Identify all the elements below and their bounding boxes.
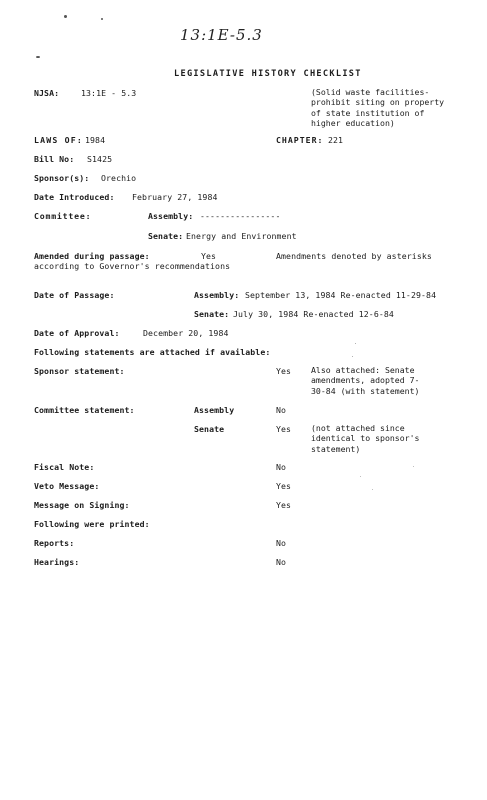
committee-statement-senate-label: Senate bbox=[194, 424, 225, 434]
fiscal-note-value: No bbox=[276, 462, 287, 472]
note-line: identical to sponsor's bbox=[311, 433, 420, 444]
reports-value: No bbox=[276, 538, 287, 548]
amended-value: Yes bbox=[201, 251, 217, 261]
amended-label: Amended during passage: bbox=[34, 251, 150, 261]
sponsors-value: Orechio bbox=[101, 173, 137, 183]
njsa-label: NJSA: bbox=[34, 88, 60, 98]
hearings-value: No bbox=[276, 557, 287, 567]
scan-speck bbox=[355, 343, 356, 344]
reports-label: Reports: bbox=[34, 538, 75, 548]
note-line: statement) bbox=[311, 443, 361, 454]
chapter-value: 221 bbox=[328, 135, 344, 145]
committee-senate-value: Energy and Environment bbox=[186, 231, 297, 241]
committee-label: Committee: bbox=[34, 211, 92, 221]
note-line: amendments, adopted 7- bbox=[311, 375, 420, 386]
sponsor-statement-value: Yes bbox=[276, 366, 292, 376]
scan-speck bbox=[413, 466, 414, 467]
sponsor-statement-label: Sponsor statement: bbox=[34, 366, 125, 376]
document-title: LEGISLATIVE HISTORY CHECKLIST bbox=[174, 69, 362, 79]
passage-senate-value: July 30, 1984 Re-enacted 12-6-84 bbox=[233, 309, 394, 319]
committee-statement-note bbox=[311, 423, 419, 454]
bill-no-label: Bill No: bbox=[34, 154, 75, 164]
scan-speck bbox=[360, 476, 361, 477]
description-line: of state institution of bbox=[311, 107, 425, 118]
laws-of-value: 1984 bbox=[85, 135, 106, 145]
following-printed-heading: Following were printed: bbox=[34, 519, 150, 529]
veto-message-label: Veto Message: bbox=[34, 481, 100, 491]
veto-message-value: Yes bbox=[276, 481, 292, 491]
committee-statement-label: Committee statement: bbox=[34, 405, 135, 415]
hearings-label: Hearings: bbox=[34, 557, 80, 567]
date-of-approval-label: Date of Approval: bbox=[34, 328, 120, 338]
following-attached-heading: Following statements are attached if available: bbox=[34, 347, 271, 357]
njsa-value: 13:1E - 5.3 bbox=[81, 88, 137, 98]
note-line: (not attached since bbox=[311, 423, 405, 433]
date-of-approval-value: December 20, 1984 bbox=[143, 328, 229, 338]
message-on-signing-label: Message on Signing: bbox=[34, 500, 130, 510]
note-line: 30-84 (with statement) bbox=[311, 385, 420, 396]
bill-no-value: S1425 bbox=[87, 154, 113, 164]
committee-statement-assembly-label: Assembly bbox=[194, 405, 235, 415]
note-line: Also attached: Senate bbox=[311, 365, 415, 375]
chapter-label: CHAPTER: bbox=[276, 135, 324, 145]
committee-senate-label: Senate: bbox=[148, 231, 184, 241]
passage-senate-label: Senate: bbox=[194, 309, 230, 319]
committee-assembly-value: ---------------- bbox=[200, 211, 281, 221]
passage-assembly-value: September 13, 1984 Re-enacted 11-29-84 bbox=[245, 290, 437, 300]
scan-speck bbox=[64, 15, 67, 18]
bill-description bbox=[311, 87, 444, 128]
scan-speck bbox=[352, 356, 353, 357]
committee-statement-assembly-value: No bbox=[276, 405, 287, 415]
description-line: prohibit siting on property bbox=[311, 97, 445, 108]
date-introduced-value: February 27, 1984 bbox=[132, 192, 218, 202]
committee-assembly-label: Assembly: bbox=[148, 211, 194, 221]
amended-note-continued: according to Governor's recommendations bbox=[34, 261, 231, 271]
sponsors-label: Sponsor(s): bbox=[34, 173, 90, 183]
scan-speck bbox=[101, 18, 103, 20]
handwritten-reference: 13:1E-5.3 bbox=[180, 26, 263, 44]
message-on-signing-value: Yes bbox=[276, 500, 292, 510]
committee-statement-senate-value: Yes bbox=[276, 424, 292, 434]
scan-speck bbox=[36, 56, 40, 58]
scan-speck bbox=[372, 489, 373, 490]
description-line: (Solid waste facilities- bbox=[311, 87, 430, 97]
passage-assembly-label: Assembly: bbox=[194, 290, 240, 300]
fiscal-note-label: Fiscal Note: bbox=[34, 462, 95, 472]
description-line: higher education) bbox=[311, 117, 395, 128]
date-of-passage-label: Date of Passage: bbox=[34, 290, 115, 300]
sponsor-statement-note bbox=[311, 365, 419, 396]
amended-note: Amendments denoted by asterisks bbox=[276, 251, 432, 261]
date-introduced-label: Date Introduced: bbox=[34, 192, 115, 202]
laws-of-label: LAWS OF: bbox=[34, 135, 84, 145]
